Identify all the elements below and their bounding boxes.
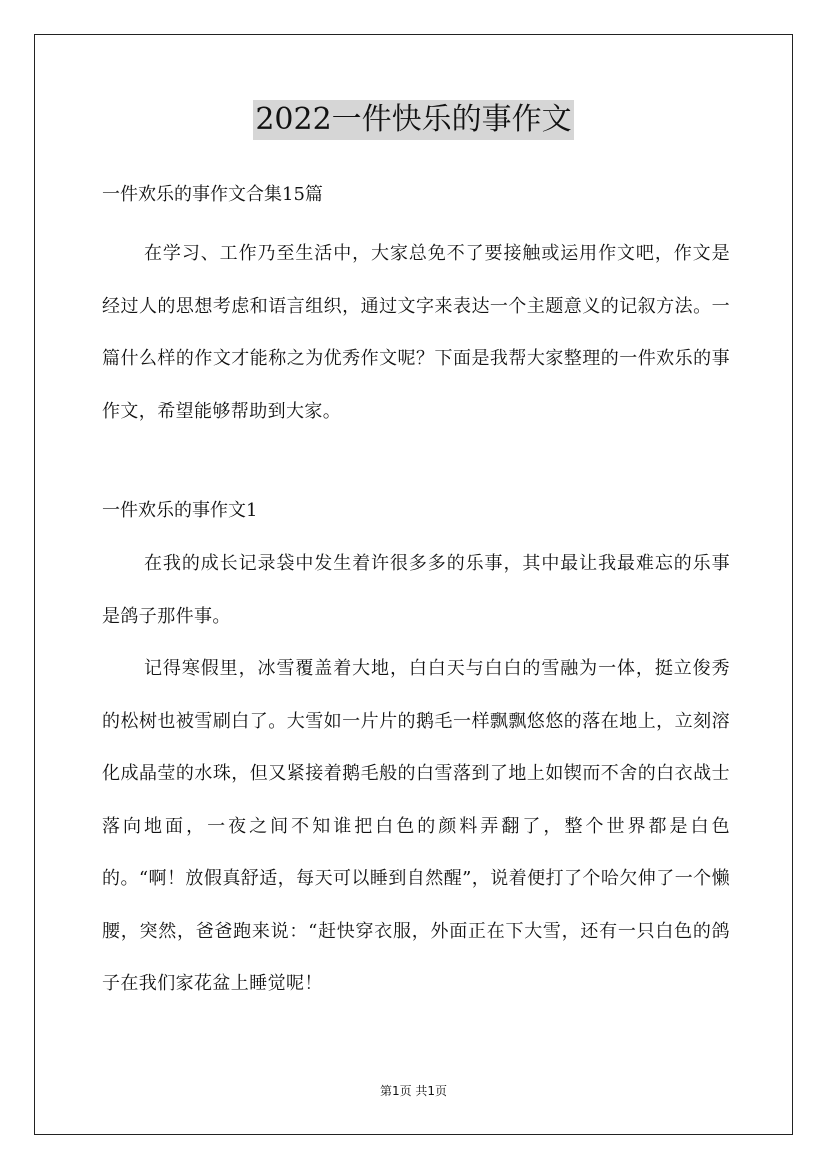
page-footer: 第1页 共1页 xyxy=(379,1084,448,1098)
document-title: 2022一件快乐的事作文 xyxy=(253,100,573,140)
intro-paragraph: 在学习、工作乃至生活中，大家总免不了要接触或运用作文吧，作文是经过人的思想考虑和语言组织，通过文字来表达一个主题意义的记叙方法。一篇什么样的作文才能称之为优秀作文呢？下面是我帮大家整理的一件欢乐的事作文，希望能够帮助到大家。 xyxy=(102,243,730,422)
document-subtitle: 一件欢乐的事作文合集15篇 xyxy=(102,184,323,205)
body-paragraph-1: 在我的成长记录袋中发生着许很多多的乐事，其中最让我最难忘的乐事是鸽子那件事。 xyxy=(102,553,730,627)
body-paragraph-2: 记得寒假里，冰雪覆盖着大地，白白天与白白的雪融为一体，挺立俊秀的松树也被雪刷白了。大雪如一片片的鹅毛一样飘飘悠悠的落在地上，立刻溶化成晶莹的水珠，但又紧接着鹅毛般的白雪落到了地上如锲而不舍的白衣战士落向地面，一夜之间不知谁把白色的颜料弄翻了，整个世界都是白色的。“啊！放假真舒适，每天可以睡到自然醒”，说着便打了个哈欠伸了一个懒腰，突然，爸爸跑来说：“赶快穿衣服，外面正在下大雪，还有一只白色的鸽子在我们家花盆上睡觉呢！ xyxy=(102,658,730,994)
title-container xyxy=(0,100,827,140)
document-body xyxy=(102,176,730,1011)
section-spacer xyxy=(102,438,730,492)
section-heading: 一件欢乐的事作文1 xyxy=(102,500,258,521)
